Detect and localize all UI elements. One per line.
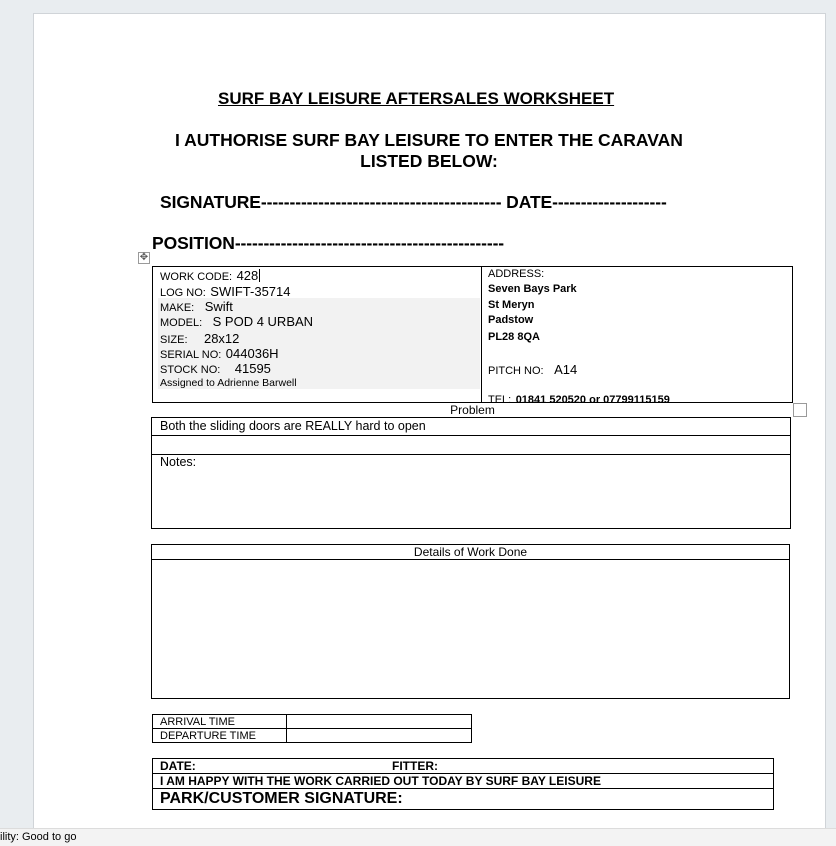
log-no-label: LOG NO: (160, 287, 206, 299)
model-value[interactable]: S POD 4 URBAN (212, 314, 314, 329)
problem-description[interactable]: Both the sliding doors are REALLY hard to open (160, 419, 426, 433)
arrival-time-label: ARRIVAL TIME (160, 716, 235, 728)
make-label: MAKE: (160, 302, 195, 314)
stock-no-value[interactable]: 41595 (234, 361, 271, 376)
authorise-statement (150, 130, 708, 172)
address-label: ADDRESS: (488, 268, 545, 280)
happy-statement: I AM HAPPY WITH THE WORK CARRIED OUT TODAY BY SURF BAY LEISURE (160, 774, 601, 788)
pitch-row[interactable] (488, 361, 577, 379)
address-line-1[interactable]: Seven Bays Park (488, 283, 577, 295)
work-code-value[interactable]: 428 (236, 268, 259, 283)
fitter-label: FITTER: (392, 759, 438, 773)
authorise-line-2: LISTED BELOW: (360, 151, 498, 171)
log-no-value[interactable]: SWIFT-35714 (210, 284, 291, 299)
signature-date-line: SIGNATURE------------------------------------------ DATE-------------------- (160, 192, 667, 212)
work-done-header: Details of Work Done (413, 545, 528, 559)
address-line-2[interactable]: St Meryn (488, 299, 535, 311)
times-col-divider (286, 714, 287, 743)
departure-time-field[interactable] (288, 729, 470, 741)
notes-label: Notes: (160, 455, 197, 469)
address-postcode[interactable]: PL28 8QA (488, 331, 540, 343)
work-code-label: WORK CODE: (160, 271, 233, 283)
accessibility-status[interactable]: ility: Good to go (0, 831, 77, 843)
position-line: POSITION----------------------------------------------- (152, 233, 505, 253)
stock-no-row[interactable] (160, 360, 271, 378)
authorise-line-1: I AUTHORISE SURF BAY LEISURE TO ENTER THE CARAVAN (175, 130, 683, 150)
worksheet-title: SURF BAY LEISURE AFTERSALES WORKSHEET (218, 89, 615, 108)
table-resize-handle[interactable] (793, 403, 807, 417)
stock-no-label: STOCK NO: (160, 364, 221, 376)
model-label: MODEL: (160, 317, 203, 329)
size-value[interactable]: 28x12 (203, 331, 240, 346)
table-divider (481, 266, 482, 403)
text-cursor (259, 269, 260, 282)
problem-header: Problem (450, 403, 495, 417)
serial-no-label: SERIAL NO: (160, 349, 222, 361)
make-value[interactable]: Swift (204, 299, 233, 314)
address-line-3[interactable]: Padstow (488, 314, 534, 326)
signoff-divider-2 (152, 788, 774, 789)
work-done-header-divider (151, 559, 790, 560)
work-done-area[interactable] (152, 561, 789, 698)
model-row[interactable] (160, 313, 313, 331)
arrival-time-field[interactable] (288, 715, 470, 727)
tel-value[interactable]: 01841 520520 or 07799115159 (515, 394, 670, 406)
size-label: SIZE: (160, 334, 188, 346)
assigned-to[interactable]: Assigned to Adrienne Barwell (160, 377, 297, 389)
serial-no-value[interactable]: 044036H (225, 346, 279, 361)
problem-row-divider-2 (151, 454, 791, 455)
table-move-handle-icon[interactable]: ✥ (139, 252, 149, 263)
pitch-value[interactable]: A14 (554, 362, 578, 377)
status-bar (0, 828, 836, 846)
problem-table (151, 417, 791, 529)
pitch-label: PITCH NO: (488, 365, 544, 377)
departure-time-label: DEPARTURE TIME (160, 730, 256, 742)
problem-row-divider-1 (151, 435, 791, 436)
signoff-date-label: DATE: (160, 759, 196, 773)
tel-label: TEL: (488, 394, 512, 406)
customer-signature-label: PARK/CUSTOMER SIGNATURE: (160, 790, 403, 807)
